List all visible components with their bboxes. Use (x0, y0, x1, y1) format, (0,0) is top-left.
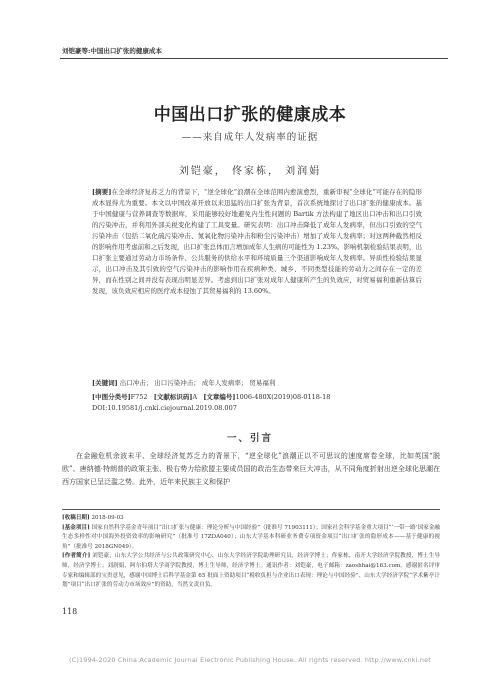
classification-line (92, 392, 422, 401)
footnote-label: [收稿日期] (62, 515, 90, 521)
clc-value: F752 (130, 393, 148, 401)
abstract-text: 在全球经济复苏乏力的背景下，“逆全球化”浪潮在全球范围内愈演愈烈，重新审视“全球化”可能存在的隐形成本显得尤为重要。本文以中国改革开放以来迅猛的出口扩张为背景，首次系统地探讨了出口扩张的健康成本。基于中国健康与营养调查等数据库，采用能够较好地避免内生性问题的 Bartik 方法构建了地区出口冲击和出口引致的污染冲击，并利用外部关税变化构建了工具变量。研究表明：出口冲击降低了成年人发病率，但出口引致的空气污染冲击（包括二氧化硫污染冲击、氮氧化物污染冲击和粉尘污染冲击）增加了成年人发病率；对这两种截然相反的影响作用考虑前和之后发现，出口扩张总体而言增加成年人生病的可能性为 1.23%。影响机制检验结果表明，出口扩张主要通过劳动力市场条件、公共服务的供给水平和环境质量三个渠道影响成年人发病率。异质性检验结果显示，出口冲击及其引致的空气污染冲击的影响作用在疾病种类、城乡、不同类型技能的劳动力之间存在一定的差异，而在性别之间并没有表现出明显差异。考虑到出口扩张对成年人健康所产生的负效应，对贸易福利重新估算后发现，该负效应相应的医疗成本侵蚀了其贸易福利的 13.60%。 (92, 188, 422, 295)
footnote-funding (62, 524, 440, 553)
clc-label: [中图分类号] (92, 393, 131, 401)
doc-code-value: A (192, 393, 198, 401)
article-number-value: 1006-480X(2019)08-0118-18 (235, 393, 331, 401)
footnote-rule (62, 509, 440, 510)
footnote-text: 2018-09-03 (91, 515, 124, 521)
author-list: 刘铠豪， 佟家栋， 刘润娟 (178, 166, 322, 177)
paper-title: 中国出口扩张的健康成本 (153, 105, 347, 125)
doc-code-label: [文献标识码] (153, 393, 193, 401)
keywords-value: 出口冲击； 出口污染冲击； 成年人发病率； 贸易福利 (119, 379, 276, 387)
keywords-label: [关键词] (92, 379, 118, 387)
running-head: 刘铠豪等:中国出口扩张的健康成本 (62, 47, 162, 55)
doi-line: DOI:10.19581/j.cnki.ciejournal.2019.08.007 (92, 404, 237, 412)
abstract (92, 187, 422, 297)
footnotes (62, 514, 440, 591)
abstract-label: [摘要] (92, 188, 112, 196)
footnote-label: [基金项目] (62, 524, 90, 531)
footnote-authors (62, 552, 440, 590)
paper-subtitle: ——来自成年人发病率的证据 (181, 132, 319, 143)
keywords (92, 378, 422, 387)
page-number: 118 (62, 607, 78, 616)
copyright-notice: (C)1994-2020 China Academic Journal Electronic Publishing House. All rights reserved. http://www.cnki.net (68, 656, 431, 664)
footnote-received (62, 514, 440, 524)
footnote-text: 刘铠豪，山东大学公共经济与公共政策研究中心、山东大学经济学院助理研究员，经济学博士；佟家栋，南开大学经济学院教授，博士生导师，经济学博士；刘润娟，阿尔伯塔大学商学院教授，博士生导师，经济学博士。通讯作者：刘铠豪，电子邮箱：zaoshhai@163.com。感谢匿名评审专家和编辑部的宝贵意见，感谢中国博士后科学基金第 65 批面上资助项目“税收负担与企业出口表现：理论与中国经验”、山东大学经济学院“学术紫亭计划”项目“出口扩张的劳动力市场效应”的资助，当然文责自负。 (62, 553, 440, 589)
section-heading: 一、引言 (226, 433, 273, 444)
article-number-label: [文章编号] (203, 393, 236, 401)
header-rule (60, 58, 448, 59)
footnote-label: [作者简介] (62, 553, 91, 560)
footnote-text: 国家自然科学基金青年项目“出口扩张与健康：理论分析与中国经验”（批准号 71903111）；国家社会科学基金重大项目“‘一带一路’国家金融生态多样性对中国海外投资效率的影响研究”（批准号 17ZDA040）；山东大学基本科研业务费专项资金项目“出口扩张的隐形成本——基于健康的视角”（批准号 2018GN049）。 (62, 524, 440, 550)
intro-paragraph: 在金融危机余波未平、全球经济复苏乏力的背景下，“逆全球化”浪潮正以不可思议的速度席卷全球，比如英国“脱欧”、唐纳德·特朗普的政策主张、极右势力给欧盟主要成员国的政治生态带来巨大冲击，从不同角度折射出逆全球化思潮在西方国家已呈泛滥之势。此外，近年来民族主义和保护 (62, 452, 440, 486)
